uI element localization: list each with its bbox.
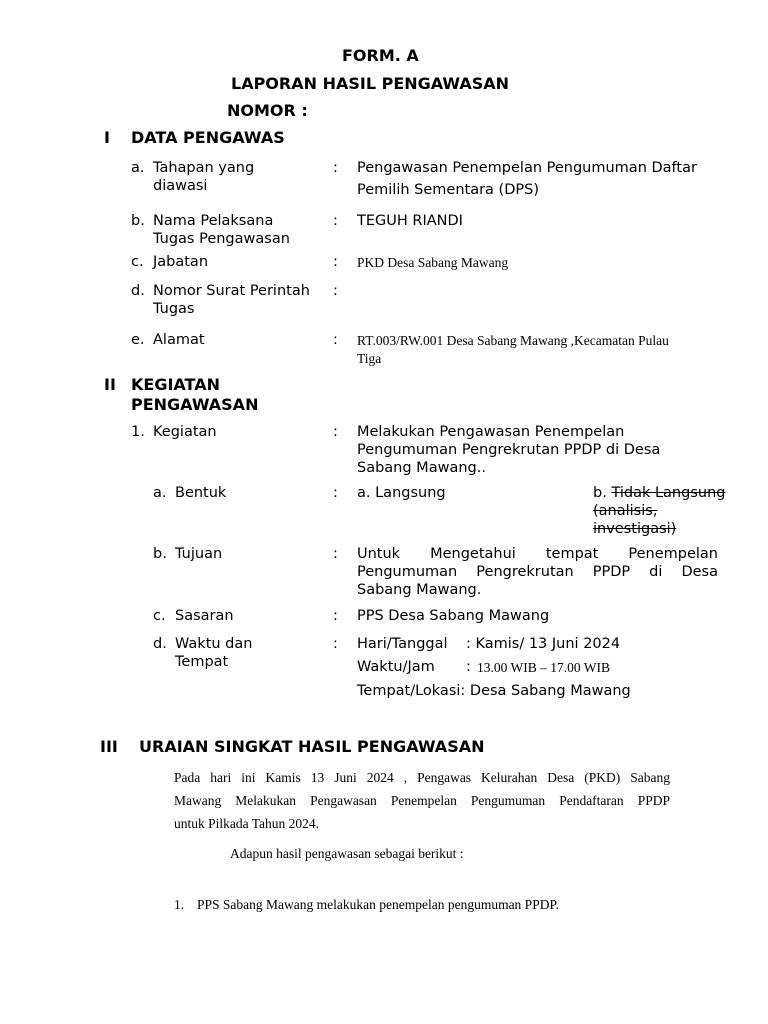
row-e-label: Alamat (153, 332, 205, 348)
nomor-label: NOMOR : (227, 101, 308, 120)
bentuk-letter: a. (153, 485, 167, 501)
sasaran-label: Sasaran (175, 608, 234, 624)
row-e-value-line1: RT.003/RW.001 Desa Sabang Mawang ,Kecamatan Pulau (357, 333, 669, 348)
form-label: FORM. A (342, 46, 419, 65)
kegiatan-value-line1: Melakukan Pengawasan Penempelan (357, 424, 625, 440)
tujuan-letter: b. (153, 546, 167, 562)
lokasi: Tempat/Lokasi: Desa Sabang Mawang (357, 683, 631, 699)
row-d-label-line1: Nomor Surat Perintah (153, 283, 310, 299)
row-c-label: Jabatan (153, 254, 209, 270)
tujuan-label: Tujuan (175, 546, 223, 562)
bentuk-option-b-line3: investigasi) (593, 521, 677, 537)
kegiatan-number: 1. (131, 424, 145, 440)
row-c-value: PKD Desa Sabang Mawang (357, 255, 509, 270)
row-d-colon: : (333, 283, 338, 299)
row-a-value-line2: Pemilih Sementara (DPS) (357, 182, 539, 198)
row-a-colon: : (333, 160, 338, 176)
row-e-colon: : (333, 332, 338, 348)
row-c-colon: : (333, 254, 338, 270)
list-item-1-number: 1. (174, 897, 185, 912)
section2-title-line2: PENGAWASAN (131, 395, 259, 414)
row-a-label-line2: diawasi (153, 178, 208, 194)
sasaran-letter: c. (153, 608, 166, 624)
kegiatan-label: Kegiatan (153, 424, 217, 440)
summary-line3: untuk Pilkada Tahun 2024. (174, 816, 320, 831)
row-b-label-line1: Nama Pelaksana (153, 213, 274, 229)
results-intro: Adapun hasil pengawasan sebagai berikut : (230, 846, 464, 861)
list-item-1-text: PPS Sabang Mawang melakukan penempelan pengumuman PPDP. (197, 897, 559, 912)
bentuk-colon: : (333, 485, 338, 501)
section1-title: DATA PENGAWAS (131, 128, 285, 147)
row-c-letter: c. (131, 254, 144, 270)
kegiatan-value (357, 423, 660, 477)
row-b-label-line2: Tugas Pengawasan (153, 231, 290, 247)
summary-line2: Mawang Melakukan Pengawasan Penempelan Pengumuman Pendaftaran PPDP (174, 793, 670, 808)
bentuk-option-b-line2: (analisis, (593, 503, 658, 519)
section1-numeral: I (104, 128, 110, 147)
summary-line1: Pada hari ini Kamis 13 Juni 2024 , Pengawas Kelurahan Desa (PKD) Sabang (174, 770, 670, 785)
row-d-label (153, 282, 310, 318)
document-title: LAPORAN HASIL PENGAWASAN (231, 74, 510, 93)
waktu-colon: : (333, 636, 338, 652)
row-b-label (153, 212, 290, 248)
section3-numeral: III (100, 737, 118, 756)
row-b-colon: : (333, 213, 338, 229)
tujuan-value-line3: Sabang Mawang. (357, 582, 482, 598)
jam-value: 13.00 WIB – 17.00 WIB (477, 660, 610, 675)
row-a-label-line1: Tahapan yang (153, 160, 255, 176)
bentuk-option-b (593, 484, 725, 538)
sasaran-value: PPS Desa Sabang Mawang (357, 608, 550, 624)
row-d-letter: d. (131, 283, 145, 299)
bentuk-option-b-prefix: b. (593, 485, 607, 501)
tujuan-value-line2: Pengumuman Pengrekrutan PPDP di Desa (357, 564, 718, 580)
section2-title (131, 375, 258, 415)
tujuan-value-line1: Untuk Mengetahui tempat Penempelan (357, 546, 718, 562)
bentuk-option-a: a. Langsung (357, 485, 446, 501)
summary-paragraph (174, 766, 670, 835)
row-a-label (153, 159, 254, 195)
tujuan-colon: : (333, 546, 338, 562)
section2-title-line1: KEGIATAN (131, 375, 220, 394)
hari-label: Hari/Tanggal (357, 636, 448, 652)
kegiatan-value-line2: Pengumuman Pengrekrutan PPDP di Desa (357, 442, 661, 458)
row-e-value (357, 332, 669, 368)
sasaran-colon: : (333, 608, 338, 624)
jam-label: Waktu/Jam (357, 659, 435, 675)
section2-numeral: II (104, 375, 116, 394)
row-b-value: TEGUH RIANDI (357, 213, 463, 229)
tujuan-value (357, 545, 718, 599)
row-b-letter: b. (131, 213, 145, 229)
jam-colon: : (466, 659, 471, 675)
row-a-value-line1: Pengawasan Penempelan Pengumuman Daftar (357, 160, 697, 176)
waktu-label-line1: Waktu dan (175, 636, 253, 652)
bentuk-option-b-line1: Tidak Langsung (611, 485, 726, 501)
section3-title: URAIAN SINGKAT HASIL PENGAWASAN (139, 737, 485, 756)
waktu-label (175, 635, 252, 671)
kegiatan-colon: : (333, 424, 338, 440)
waktu-label-line2: Tempat (175, 654, 229, 670)
row-a-letter: a. (131, 160, 145, 176)
row-e-value-line2: Tiga (357, 351, 382, 366)
hari-value: : Kamis/ 13 Juni 2024 (466, 636, 621, 652)
waktu-letter: d. (153, 636, 167, 652)
row-e-letter: e. (131, 332, 145, 348)
kegiatan-value-line3: Sabang Mawang.. (357, 460, 486, 476)
bentuk-label: Bentuk (175, 485, 227, 501)
row-d-label-line2: Tugas (153, 301, 195, 317)
